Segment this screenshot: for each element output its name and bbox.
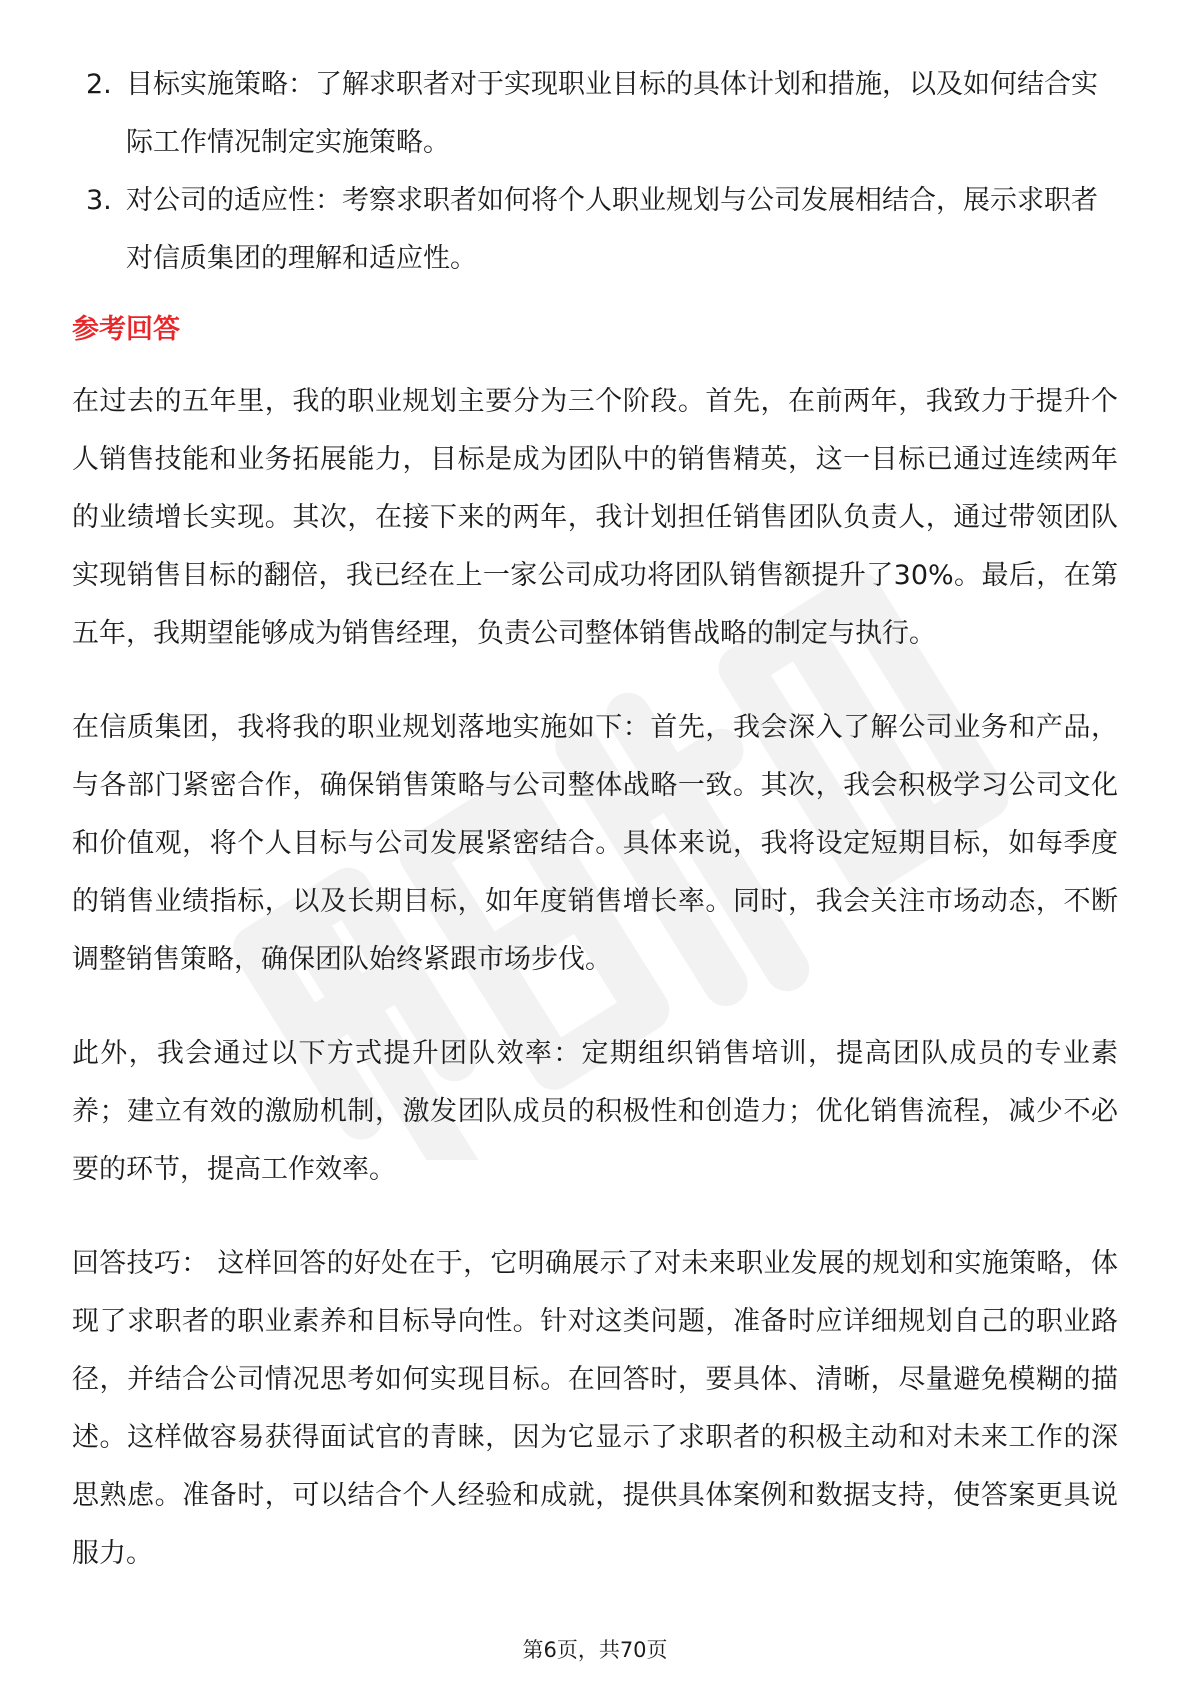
answer-tips-paragraph: 回答技巧： 这样回答的好处在于，它明确展示了对未来职业发展的规划和实施策略，体现了求职者的职业素养和目标导向性。针对这类问题，准备时应详细规划自己的职业路径，并结合公司情况思考如何实现目标。在回答时，要具体、清晰，尽量避免模糊的描述。这样做容易获得面试官的青睐，因为它显示了求职者的积极主动和对未来工作的深思熟虑。准备时，可以结合个人经验和成就，提供具体案例和数据支持，使答案更具说服力。 (72, 1248, 1118, 1569)
page-number-footer: 第6页，共70页 (522, 1638, 668, 1662)
criteria-number: 3. (86, 185, 112, 216)
evaluation-criteria-list (72, 56, 1118, 288)
criteria-item-adaptability (72, 172, 1118, 288)
criteria-text: 目标实施策略：了解求职者对于实现职业目标的具体计划和措施，以及如何结合实际工作情况制定实施策略。 (126, 69, 1098, 158)
criteria-item-implementation (72, 56, 1118, 172)
document-page (72, 56, 1118, 1583)
answer-paragraph-plan: 在过去的五年里，我的职业规划主要分为三个阶段。首先，在前两年，我致力于提升个人销售技能和业务拓展能力，目标是成为团队中的销售精英，这一目标已通过连续两年的业绩增长实现。其次，在接下来的两年，我计划担任销售团队负责人，通过带领团队实现销售目标的翻倍，我已经在上一家公司成功将团队销售额提升了30%。最后，在第五年，我期望能够成为销售经理，负责公司整体销售战略的制定与执行。 (72, 386, 1118, 649)
answer-body (72, 373, 1118, 1583)
criteria-text: 对公司的适应性：考察求职者如何将个人职业规划与公司发展相结合，展示求职者对信质集团的理解和适应性。 (126, 185, 1098, 274)
answer-heading: 参考回答 (72, 314, 180, 345)
answer-paragraph-implementation: 在信质集团，我将我的职业规划落地实施如下：首先，我会深入了解公司业务和产品，与各部门紧密合作，确保销售策略与公司整体战略一致。其次，我会积极学习公司文化和价值观，将个人目标与公司发展紧密结合。具体来说，我将设定短期目标，如每季度的销售业绩指标，以及长期目标，如年度销售增长率。同时，我会关注市场动态，不断调整销售策略，确保团队始终紧跟市场步伐。 (72, 712, 1118, 975)
answer-paragraph-efficiency: 此外，我会通过以下方式提升团队效率：定期组织销售培训，提高团队成员的专业素养；建立有效的激励机制，激发团队成员的积极性和创造力；优化销售流程，减少不必要的环节，提高工作效率。 (72, 1038, 1118, 1185)
criteria-number: 2. (86, 69, 112, 100)
